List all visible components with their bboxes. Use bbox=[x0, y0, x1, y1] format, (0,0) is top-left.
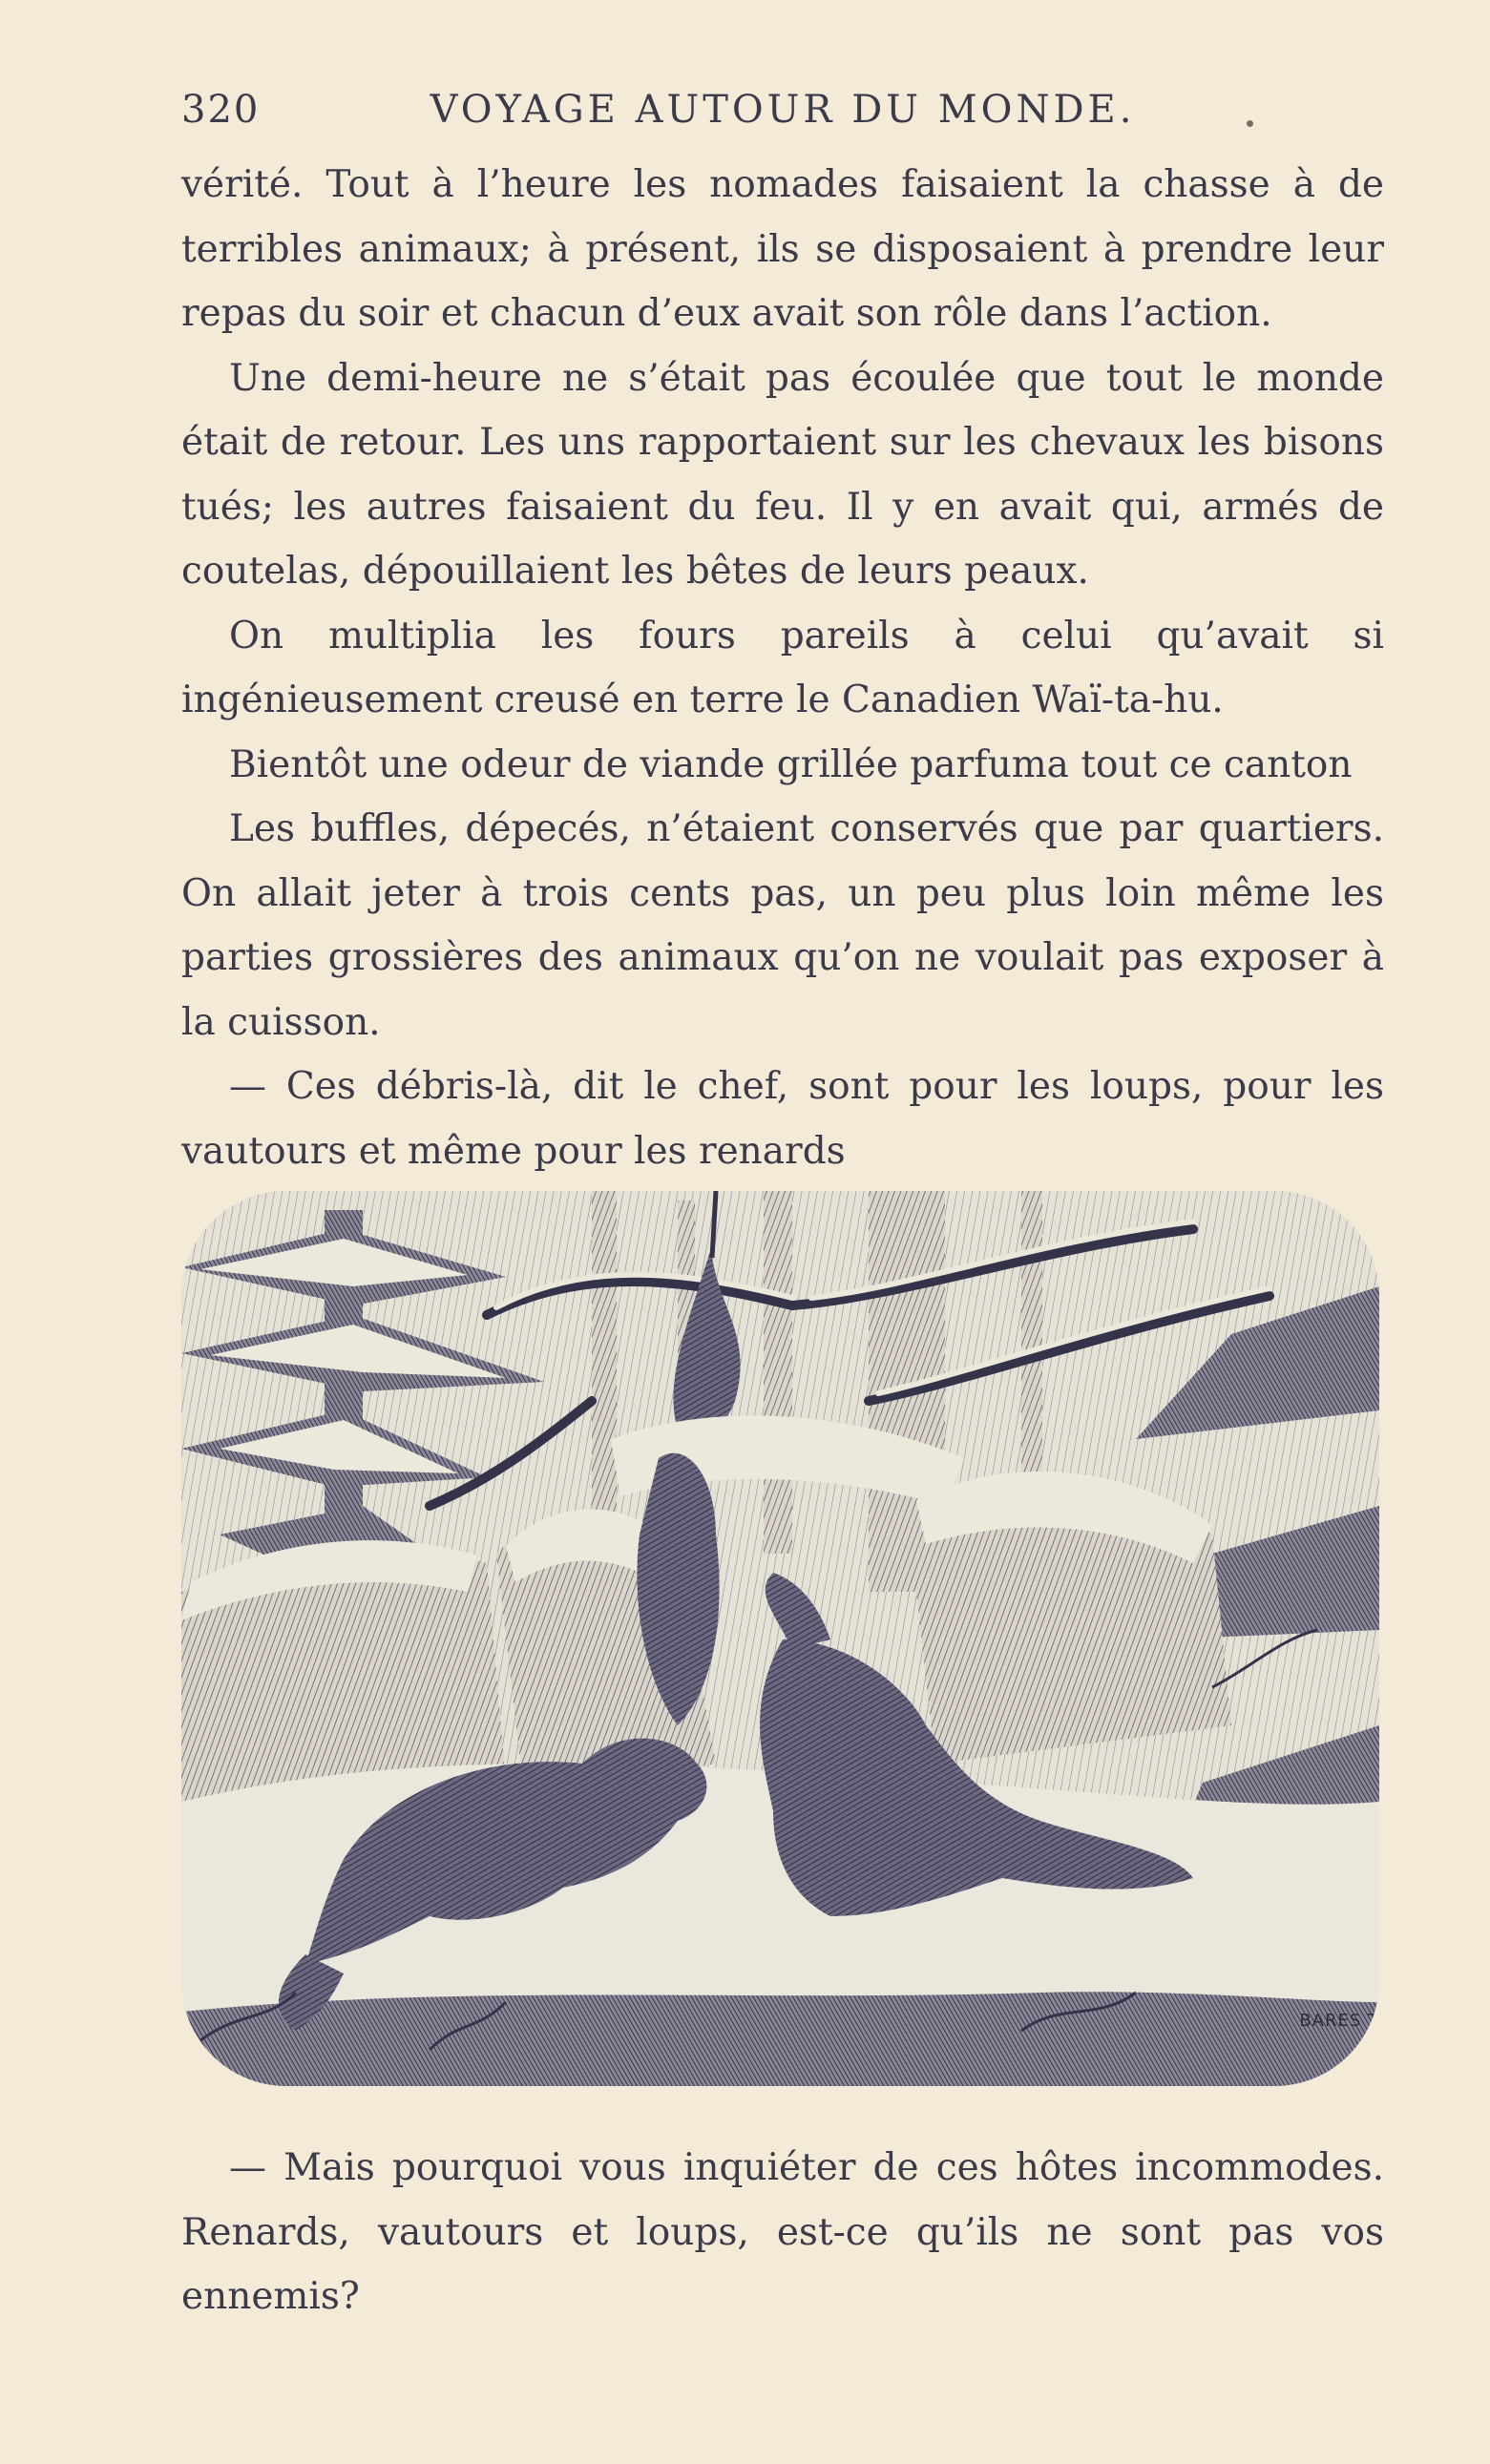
body-text-top bbox=[181, 153, 1384, 1183]
engraver-signature: BARES T bbox=[1299, 2011, 1379, 2031]
paragraph: Une demi-heure ne s’était pas écoulée que tout le monde était de retour. Les uns rapportaient sur les chevaux les bisons tués; les autres faisaient du feu. Il y en avait qui, armés de coutelas, dépouillaient les bêtes de leurs peaux. bbox=[181, 356, 1384, 593]
ink-speck bbox=[1247, 120, 1253, 127]
running-title: VOYAGE AUTOUR DU MONDE. bbox=[430, 88, 1136, 132]
page-header bbox=[181, 88, 1384, 141]
engraving-artwork bbox=[181, 1191, 1379, 2086]
paragraph: — Ces débris-là, dit le chef, sont pour les loups, pour les vautours et même pour les renards bbox=[181, 1065, 1384, 1173]
body-text-bottom bbox=[181, 2136, 1384, 2329]
page-number: 320 bbox=[181, 88, 261, 132]
paragraph: Bientôt une odeur de viande grillée parfuma tout ce canton bbox=[229, 742, 1353, 786]
engraving-wolves-in-snowy-forest bbox=[181, 1191, 1379, 2086]
paragraph: — Mais pourquoi vous inquiéter de ces hôtes incommodes. Renards, vautours et loups, est-ce qu’ils ne sont pas vos ennemis? bbox=[181, 2146, 1384, 2318]
paragraph: vérité. Tout à l’heure les nomades faisaient la chasse à de terribles animaux; à présent, ils se disposaient à prendre leur repas du soir et chacun d’eux avait son rôle dans l’action. bbox=[181, 163, 1384, 335]
paragraph: Les buffles, dépecés, n’étaient conservés que par quartiers. On allait jeter à trois cents pas, un peu plus loin même les parties grossières des animaux qu’on ne voulait pas exposer à la cuisson. bbox=[181, 807, 1384, 1044]
paragraph: On multiplia les fours pareils à celui qu’avait si ingénieusement creusé en terre le Canadien Waï-ta-hu. bbox=[181, 614, 1384, 721]
